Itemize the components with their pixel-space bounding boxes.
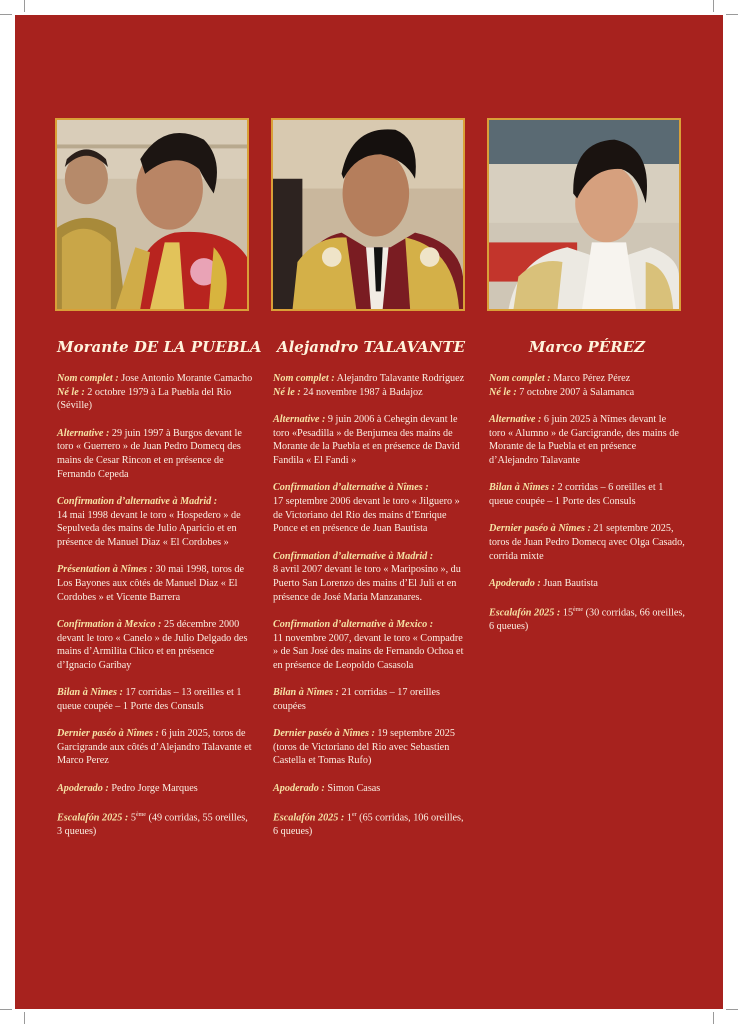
field-label: Confirmation d’alternative à Mexico : [273,618,434,630]
field-value: Alejandro Talavante Rodriguez [334,373,465,384]
field-label: Dernier paséo à Nîmes : [273,728,375,740]
ordinal-suffix: ème [573,606,584,613]
field-label: Nom complet : [489,373,551,384]
torero-name: Marco PÉREZ [528,338,646,356]
field-label: Alternative : [57,427,110,439]
info-block [57,618,253,673]
field-value: 11 novembre 2007, devant le toro « Compadre » de San José des mains de Fernando Ochoa et en présence de Leopoldo Casasola [273,632,464,671]
field-value: 17 corridas – 13 oreilles et 1 queue coupée – 1 Porte des Consuls [57,687,242,712]
field-value: (30 corridas, 66 oreilles, 6 queues) [489,607,685,633]
info-block [273,550,469,605]
ordinal-suffix: er [351,811,357,818]
info-block [273,618,469,673]
info-block [273,481,469,536]
info-block [273,686,469,713]
info-block [273,782,469,796]
ordinal-suffix: ème [135,811,146,818]
field-value: Pedro Jorge Marques [108,782,198,794]
field-value: 30 mai 1998, toros de Los Bayones aux côtés de Manuel Diaz « El Cordobes » et Vicente Barrera [57,564,245,603]
field-label: Né le : [57,386,85,398]
brochure-page [15,15,723,1009]
field-value: 7 octobre 2007 à Salamanca [516,386,635,398]
info-block-identity [57,372,253,413]
portrait-morante [55,118,249,311]
torero-name: Morante DE LA PUEBLA [57,338,262,356]
info-block [489,577,685,591]
field-value: Juan Bautista [540,577,598,589]
portrait-perez [487,118,681,311]
field-label: Dernier paséo à Nîmes : [489,523,591,535]
info-block [273,413,469,468]
info-block [489,522,685,563]
field-label: Né le : [273,386,301,398]
field-label: Bilan à Nîmes : [273,687,339,699]
field-label: Apoderado : [57,782,109,794]
info-block [273,809,469,839]
field-label: Nom complet : [57,373,119,384]
field-label: Apoderado : [489,577,541,589]
field-value: 8 avril 2007 devant le toro « Mariposino », du Puerto San Lorenzo des mains d’El Juli et en présence de José Maria Manzanares. [273,564,461,603]
field-label: Dernier paséo à Nîmes : [57,728,159,740]
crop-mark [726,14,738,15]
field-value: 14 mai 1998 devant le toro « Hospedero » de Sepulveda des mains de Julio Aparicio et en présence de Manuel Diaz « El Cordobes » [57,509,241,549]
info-block [57,809,253,839]
field-label: Bilan à Nîmes : [57,687,123,699]
crop-mark [24,0,25,12]
info-block [57,727,253,768]
crop-mark [24,1012,25,1024]
info-block [57,782,253,796]
crop-mark [0,1009,12,1010]
field-value: Simon Casas [324,782,381,794]
field-value: 29 juin 1997 à Burgos devant le toro « Guerrero » de Juan Pedro Domecq des mains de Cesar Rincon et en présence de Fernando Cepeda [57,427,242,480]
field-label: Apoderado : [273,782,325,794]
field-value: 15 [560,607,574,619]
crop-mark [0,14,12,15]
torero-column-3 [489,338,685,647]
info-block [57,563,253,604]
field-value: 2 corridas – 6 oreilles et 1 queue coupée – 1 Porte des Consuls [489,482,664,507]
field-value: (49 corridas, 55 oreilles, 3 queues) [57,812,248,837]
field-label: Né le : [489,386,517,398]
crop-mark [713,1012,714,1024]
field-label: Escalafón 2025 : [57,812,129,824]
torero-column-1 [57,338,262,852]
field-value: 17 septembre 2006 devant le toro « Jilguero » de Victoriano del Rio des mains d’Enrique Ponce et en présence de Juan Bautista [273,495,460,535]
info-block [489,481,685,508]
field-label: Nom complet : [273,373,335,384]
field-value: 9 juin 2006 à Cehegin devant le toro «Pesadilla » de Benjumea des mains de Morante de la Puebla et en présence de David Fandila « El Fandi » [273,413,460,467]
field-value: 5 [128,812,136,824]
field-label: Alternative : [273,413,326,425]
info-block-identity [489,372,685,399]
info-block [489,413,685,468]
field-label: Confirmation d’alternative à Madrid : [273,550,434,562]
field-value: 6 juin 2025, toros de Garcigrande aux côtés d’Alejandro Talavante et Marco Perez [57,728,252,767]
field-label: Escalafón 2025 : [273,812,345,824]
crop-mark [726,1009,738,1010]
field-value: 2 octobre 1979 à La Puebla del Rio (Séville) [57,386,232,412]
field-value: 1 [344,812,352,824]
torero-name: Alejandro TALAVANTE [276,338,466,356]
field-value: Marco Pérez Pérez [550,373,631,384]
field-label: Bilan à Nîmes : [489,482,555,494]
torero-column-2 [273,338,469,852]
info-block [57,495,253,550]
field-label: Confirmation d’alternative à Madrid : [57,495,218,507]
field-label: Alternative : [489,413,542,425]
field-value: (65 corridas, 106 oreilles, 6 queues) [273,812,464,837]
field-value: 21 septembre 2025, toros de Juan Pedro Domecq avec Olga Casado, corrida mixte [489,523,685,562]
field-value: Jose Antonio Morante Camacho [118,373,253,384]
portrait-talavante [271,118,465,311]
field-value: 24 novembre 1987 à Badajoz [300,386,423,398]
field-label: Escalafón 2025 : [489,607,561,619]
field-label: Présentation à Nîmes : [57,564,153,576]
field-value: 6 juin 2025 à Nîmes devant le toro « Alumno » de Garcigrande, des mains de Morante de la Puebla et en présence d’Alejandro Talavante [489,413,679,467]
crop-mark [713,0,714,12]
info-block [57,686,253,713]
field-label: Confirmation à Mexico : [57,618,162,630]
field-value: 25 décembre 2000 devant le toro « Canelo » de Julio Delgado des mains d’Armilita Chico et en présence d’Ignacio Garibay [57,618,248,671]
field-label: Confirmation d’alternative à Nîmes : [273,482,429,494]
info-block [273,727,469,768]
info-block [489,604,685,634]
info-block [57,427,253,482]
field-value: 19 septembre 2025 (toros de Victoriano del Rio avec Sebastien Castella et Tomas Rufo) [273,728,455,767]
field-value: 21 corridas – 17 oreilles coupées [273,687,440,712]
info-block-identity [273,372,469,399]
